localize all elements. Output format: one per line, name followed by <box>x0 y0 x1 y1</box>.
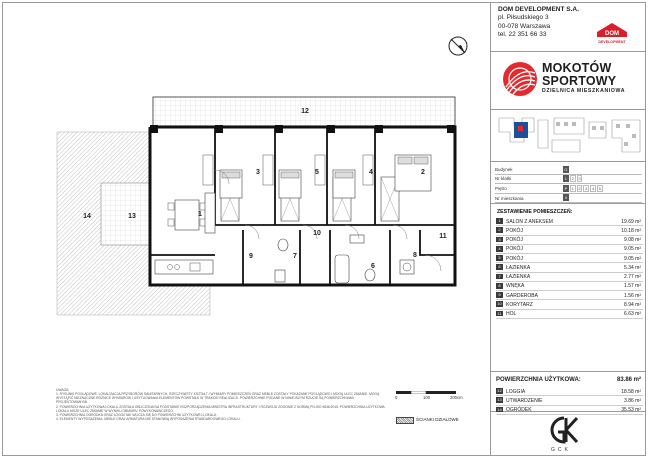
info-row-staircase: Nr klatki 1 2 3 <box>495 175 642 185</box>
key-plan-diagram <box>494 112 644 160</box>
floor-plan-drawing <box>45 75 485 385</box>
room-row: 5 POKÓJ 9.05 m² <box>496 254 643 263</box>
project-subtitle: DZIELNICA MIESZKANIOWA <box>542 88 626 94</box>
partition-walls-swatch <box>396 417 414 424</box>
divider <box>491 51 646 52</box>
divider <box>491 161 646 162</box>
project-title-line2: SPORTOWY <box>542 74 617 88</box>
developer-phone: tel. 22 351 66 33 <box>498 31 547 39</box>
label-room-1: 1 <box>198 211 202 218</box>
info-row-apartment: Nr mieszkania 4 <box>495 194 642 204</box>
label-room-11: 11 <box>439 233 447 240</box>
dom-development-logo <box>595 22 629 46</box>
scale-bar <box>396 391 456 394</box>
sofa <box>205 193 215 233</box>
divider <box>491 371 646 372</box>
room-row: 2 POKÓJ 10.18 m² <box>496 226 643 235</box>
label-room-14: 14 <box>83 213 91 220</box>
washing-machine <box>400 260 414 274</box>
partition-walls-label: ŚCIANKI DZIAŁOWE <box>416 417 459 422</box>
label-room-12: 12 <box>301 108 309 115</box>
usable-area-total: POWIERZCHNIA UŻYTKOWA: 83.86 m² <box>496 377 641 383</box>
developer-address <box>498 6 579 40</box>
room-row: 13 UTWARDZENIE 3.86 m² <box>497 397 641 404</box>
label-room-2: 2 <box>421 169 425 176</box>
room-row: 7 ŁAZIENKA 2.77 m² <box>496 273 643 282</box>
room-row: 6 ŁAZIENKA 5.34 m² <box>496 263 643 272</box>
scale-label-100: 100 <box>423 395 430 400</box>
room-row: 4 POKÓJ 9.05 m² <box>496 245 643 254</box>
label-room-3: 3 <box>256 169 260 176</box>
info-row-floor: Piętro P 1 2 3 4 5 <box>495 184 642 194</box>
label-room-4: 4 <box>369 169 373 176</box>
apartment-info-table <box>495 165 642 203</box>
additional-areas <box>496 387 643 415</box>
label-room-13: 13 <box>128 213 136 220</box>
room-row: 8 WNĘKA 1.57 m² <box>496 282 643 291</box>
info-row-building: Budynek G <box>495 165 642 175</box>
developer-city: 00-078 Warszawa <box>498 22 551 30</box>
dining-table <box>175 200 199 230</box>
label-room-7: 7 <box>293 253 297 260</box>
svg-text:DOM: DOM <box>605 31 619 37</box>
north-arrow-icon <box>446 34 470 58</box>
developer-street: pl. Piłsudskiego 3 <box>498 14 549 22</box>
project-title-line1: MOKOTÓW <box>542 61 612 75</box>
label-room-6: 6 <box>371 263 375 270</box>
developer-name: DOM DEVELOPMENT S.A. <box>498 6 579 13</box>
room-row: 3 POKÓJ 9.08 m² <box>496 236 643 245</box>
scale-label-0: 0 <box>395 395 398 400</box>
room-schedule <box>496 217 643 319</box>
room-row: 9 GARDEROBA 1.56 m² <box>496 291 643 300</box>
room-row: 14 OGRÓDEK 35.53 m² <box>497 406 641 413</box>
room-schedule-title: ZESTAWIENIE POMIESZCZEŃ: <box>497 209 573 215</box>
room-row: 1 SALON Z ANEKSEM 19.69 m² <box>496 217 643 226</box>
label-room-8: 8 <box>413 252 417 259</box>
divider <box>491 109 646 110</box>
label-room-10: 10 <box>313 230 321 237</box>
scale-label-200: 200cm <box>450 395 463 400</box>
room-row: 11 HOL 6.63 m² <box>497 310 641 317</box>
disclaimer-notes: UWAGA: 1. RYSUNKI POGLĄDOWE. LOKALIZACJA PRZYBORÓW SANITARNYCH, RZECZYWISTY KSZTAŁT I WYMIARY POMIESZCZEŃ ORAZ MEBLE ZOSTAŁY POKAZANE POGLĄDOWO I MOGĄ ULEC ZMIANIE. MOGĄ WYSTĄPIĆ NIEZNACZNE RÓŻNICE WYMIARÓW I USYTUOWANIA ELEMENTÓW POWSTAŁE W TRAKCIE REALIZACJI. POWIERZCHNIE PODANE W NINIEJSZYM RZUCIE SĄ POWIERZCHNIAMI PROJEKTOWANYMI. 2. POWIERZCHNIA UŻYTKOWA LOKALU ZOSTAŁA OBLICZONA NA PODSTAWIE ROZPORZĄDZENIA MINISTRA INFRASTRUKTURY I ROZWOJU ZGODNIE Z NORMĄ PN-ISO 9836:2015. POWIERZCHNIA UŻYTKOWA LOKALU MOŻE ULEC ZMIANIE W WYNIKU OBMIARU POWYKONAWCZEGO. 3. POWIERZCHNIA OGRÓDKA ORAZ LOGGII NIE WLICZA SIĘ DO POWIERZCHNI UŻYTKOWEJ LOKALU. 4. ELEMENTY WYPOSAŻENIA, MEBLE ORAZ ARMATURA NIE STANOWIĄ WYPOSAŻENIA STANDARDOWEGO LOKALU. <box>56 388 385 422</box>
kitchen-counter <box>155 260 213 274</box>
room-row: 10 KORYTARZ 8.94 m² <box>497 301 641 308</box>
room-row: 12 LOGGIA 18.58 m² <box>497 388 641 395</box>
label-room-5: 5 <box>315 169 319 176</box>
svg-text:DEVELOPMENT: DEVELOPMENT <box>598 40 626 44</box>
gck-text: GCK <box>551 447 571 453</box>
label-room-9: 9 <box>249 253 253 260</box>
